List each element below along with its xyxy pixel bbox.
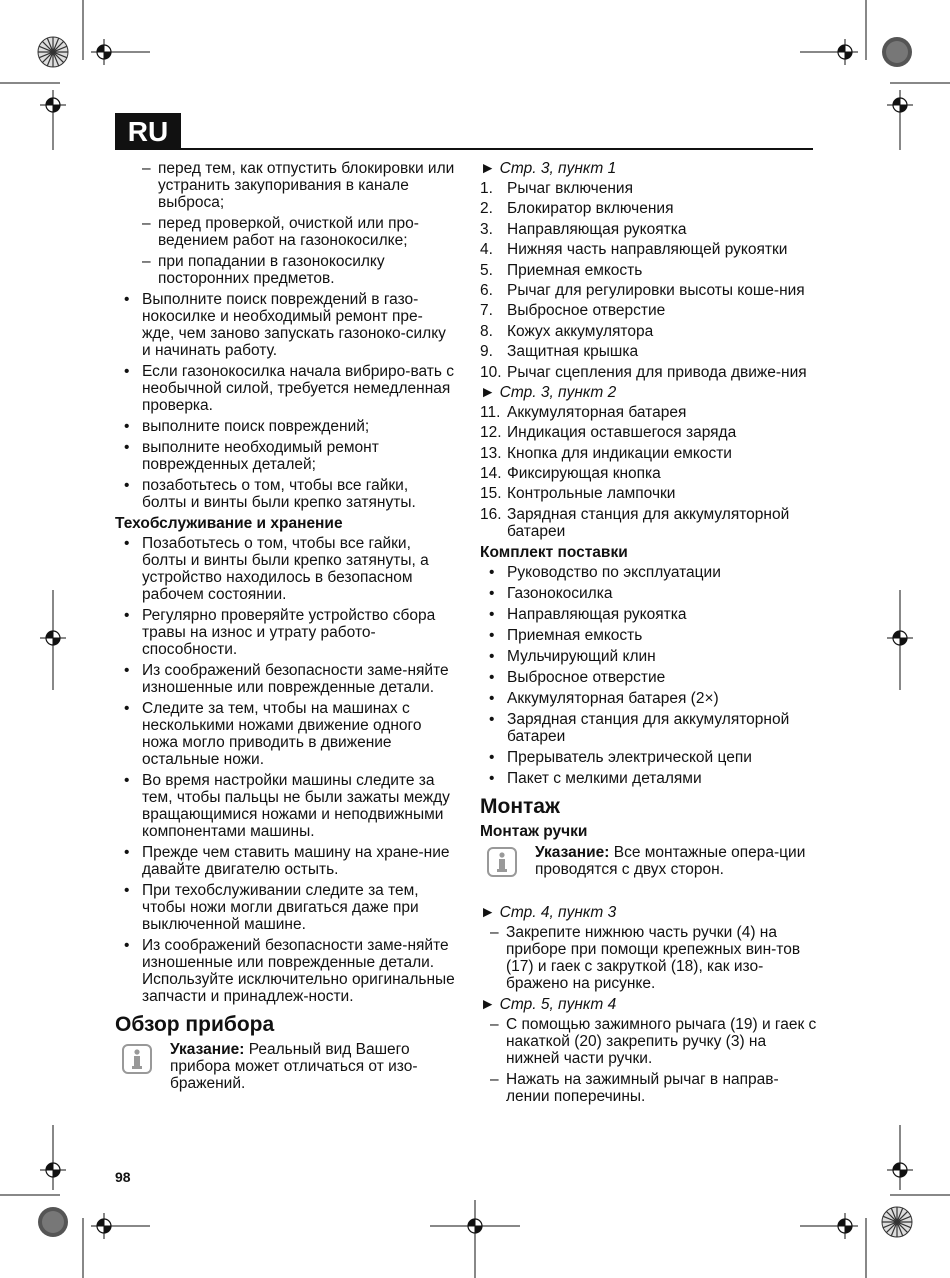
numbered-item	[480, 302, 818, 319]
note-label: Указание:	[535, 843, 610, 861]
numbered-item	[480, 241, 818, 258]
item-text: Контрольные лампочки	[507, 485, 676, 503]
list-item: – при попадании в газонокосилку посторонних предметов.	[115, 253, 455, 287]
list-item: – Нажать на зажимный рычаг в направ-лении поперечины.	[480, 1071, 818, 1105]
item-text: Нижняя часть направляющей рукоятки	[507, 241, 788, 259]
item-number: 10.	[480, 363, 502, 381]
numbered-item	[480, 445, 818, 462]
info-icon	[487, 847, 517, 877]
assembly-heading: Монтаж	[480, 794, 560, 818]
scope-item: • Мульчирующий клин	[480, 648, 818, 665]
item-number: 9.	[480, 343, 493, 361]
list-item: • выполните поиск повреждений;	[115, 418, 455, 435]
item-number: 14.	[480, 465, 502, 483]
note-label: Указание:	[170, 1041, 245, 1058]
item-number: 1.	[480, 180, 493, 197]
list-item: • Из соображений безопасности заме-няйте изношенные или поврежденные детали.	[115, 662, 455, 696]
left-column	[115, 160, 455, 1101]
list-item: • Следите за тем, чтобы на машинах с несколькими ножами движение одного ножа могло приводить в движение остальные ножи.	[115, 700, 455, 768]
item-number: 2.	[480, 200, 493, 218]
note-box	[115, 1041, 455, 1093]
item-text: Рычаг для регулировки высоты коше-ния	[507, 281, 805, 299]
figure-reference: ► Стр. 3, пункт 1	[480, 160, 617, 177]
overview-heading: Обзор прибора	[115, 1013, 275, 1036]
item-text: Фиксирующая кнопка	[507, 465, 661, 483]
header-rule	[115, 148, 813, 150]
item-number: 6.	[480, 281, 493, 299]
item-number: 11.	[480, 403, 501, 421]
numbered-item	[480, 465, 818, 482]
right-column	[480, 160, 818, 1109]
scope-item: • Приемная емкость	[480, 627, 818, 644]
list-item: – С помощью зажимного рычага (19) и гаек с накаткой (20) закрепить ручку (3) на нижней части ручки.	[480, 1016, 818, 1067]
numbered-item	[480, 323, 818, 340]
list-item: • позаботьтесь о том, чтобы все гайки, болты и винты были крепко затянуты.	[115, 477, 455, 511]
item-number: 12.	[480, 424, 502, 442]
item-number: 13.	[480, 444, 502, 462]
scope-item: • Направляющая рукоятка	[480, 606, 818, 623]
item-text: Приемная емкость	[507, 261, 643, 279]
list-item: • Позаботьтесь о том, чтобы все гайки, болты и винты были крепко затянуты, а устройство находилось в безопасном рабочем состоянии.	[115, 535, 455, 603]
list-item: • выполните необходимый ремонт поврежденных деталей;	[115, 439, 455, 473]
numbered-item	[480, 506, 818, 540]
figure-reference: ► Стр. 4, пункт 3	[480, 903, 617, 921]
item-text: Защитная крышка	[507, 343, 639, 361]
info-icon	[122, 1044, 152, 1074]
list-item: • Регулярно проверяйте устройство сбора травы на износ и утрату работо-способности.	[115, 607, 455, 658]
numbered-item	[480, 282, 818, 299]
language-badge: RU	[115, 113, 181, 150]
item-number: 3.	[480, 220, 493, 238]
note-text: Все монтажные опера-ции проводятся с двух сторон.	[535, 843, 806, 878]
numbered-item	[480, 343, 818, 360]
page-number: 98	[115, 1169, 131, 1185]
item-text: Рычаг включения	[507, 180, 633, 197]
list-item: – Закрепите нижнюю часть ручки (4) на приборе при помощи крепежных вин-тов (17) и гаек с закруткой (18), как изо-бражено на рисунке.	[480, 924, 818, 992]
scope-item: • Зарядная станция для аккумуляторной батареи	[480, 711, 818, 745]
item-text: Кнопка для индикации емкости	[507, 444, 732, 462]
scope-heading: Комплект поставки	[480, 543, 628, 561]
list-item: • Прежде чем ставить машину на хране-ние давайте двигателю остыть.	[115, 844, 455, 878]
item-text: Направляющая рукоятка	[507, 220, 687, 238]
item-number: 7.	[480, 302, 493, 320]
numbered-item	[480, 221, 818, 238]
item-text: Выбросное отверстие	[507, 302, 666, 320]
list-item: • Выполните поиск повреждений в газо-нокосилке и необходимый ремонт пре-жде, чем заново запускать газоноко-силку и начинать работу.	[115, 291, 455, 359]
note-text: Реальный вид Вашего прибора может отличаться от изо-бражений.	[170, 1041, 418, 1092]
item-number: 4.	[480, 241, 493, 259]
numbered-item	[480, 180, 818, 197]
list-item: • Если газонокосилка начала вибриро-вать с необычной силой, требуется немедленная проверка.	[115, 363, 455, 414]
maintenance-heading: Техобслуживание и хранение	[115, 515, 343, 532]
item-text: Индикация оставшегося заряда	[507, 424, 737, 442]
item-text: Аккумуляторная батарея	[507, 403, 687, 421]
list-item: • При техобслуживании следите за тем, чтобы ножи могли двигаться даже при выключенной машине.	[115, 882, 455, 933]
list-item: – перед тем, как отпустить блокировки или устранить закупоривания в канале выброса;	[115, 160, 455, 211]
figure-reference: ► Стр. 5, пункт 4	[480, 995, 617, 1013]
item-text: Кожух аккумулятора	[507, 322, 654, 340]
item-number: 8.	[480, 322, 493, 340]
scope-item: • Аккумуляторная батарея (2×)	[480, 690, 818, 707]
numbered-item	[480, 200, 818, 217]
item-text: Зарядная станция для аккумуляторной батареи	[507, 505, 790, 540]
numbered-item	[480, 485, 818, 502]
scope-item: • Руководство по эксплуатации	[480, 564, 818, 581]
note-box	[480, 844, 818, 896]
item-number: 5.	[480, 261, 493, 279]
list-item: – перед проверкой, очисткой или про-ведением работ на газонокосилке;	[115, 215, 455, 249]
numbered-item	[480, 364, 818, 381]
numbered-item	[480, 262, 818, 279]
figure-reference: ► Стр. 3, пункт 2	[480, 383, 617, 401]
item-text: Блокиратор включения	[507, 200, 674, 218]
list-item: • Из соображений безопасности заме-няйте изношенные или поврежденные детали. Используйте исключительно оригинальные запчасти и принадлеж-ности.	[115, 937, 455, 1005]
item-number: 16.	[480, 505, 502, 523]
item-number: 15.	[480, 485, 502, 503]
handle-heading: Монтаж ручки	[480, 822, 588, 840]
scope-item: • Выбросное отверстие	[480, 669, 818, 686]
scope-item: • Прерыватель электрической цепи	[480, 749, 818, 766]
numbered-item	[480, 424, 818, 441]
scope-item: • Газонокосилка	[480, 585, 818, 602]
item-text: Рычаг сцепления для привода движе-ния	[507, 363, 807, 381]
numbered-item	[480, 404, 818, 421]
list-item: • Во время настройки машины следите за тем, чтобы пальцы не были зажаты между вращающимися ножами и неподвижными компонентами машины.	[115, 772, 455, 840]
scope-item: • Пакет с мелкими деталями	[480, 770, 818, 787]
